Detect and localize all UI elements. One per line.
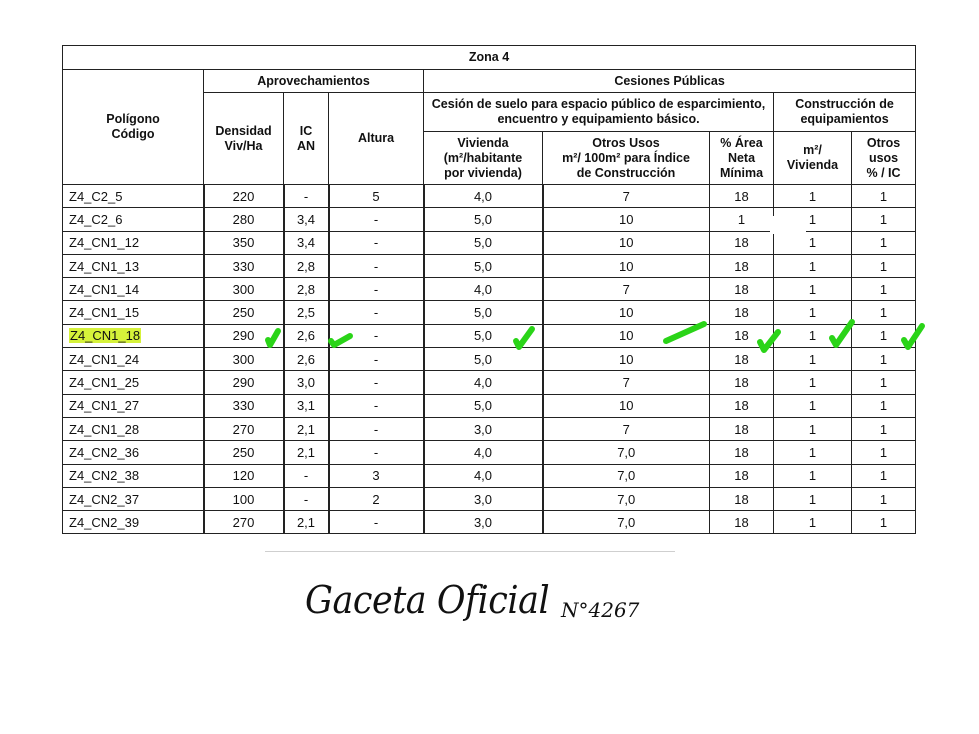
table-cell: 2,5 (284, 301, 329, 324)
table-row (63, 348, 916, 371)
table-cell: 1 (774, 464, 852, 487)
table-cell: 10 (543, 231, 710, 254)
table-cell: 100 (204, 487, 284, 510)
table-cell: - (284, 185, 329, 208)
group-header-aprovechamientos: Aprovechamientos (204, 70, 424, 93)
table-cell: 7,0 (543, 487, 710, 510)
table-cell (63, 441, 204, 464)
table-cell: 1 (774, 231, 852, 254)
poligono-code: Z4_CN1_12 (69, 235, 140, 251)
table-cell: 120 (204, 464, 284, 487)
table-cell: 1 (774, 511, 852, 534)
table-cell: 3,4 (284, 208, 329, 231)
table-cell: 220 (204, 185, 284, 208)
table-cell: 5,0 (424, 348, 543, 371)
table-cell (63, 231, 204, 254)
table-cell: 1 (774, 324, 852, 347)
table-cell: 1 (774, 185, 852, 208)
poligono-code: Z4_CN1_13 (69, 258, 140, 274)
table-cell: 18 (710, 464, 774, 487)
checkmark-icon (660, 318, 710, 348)
table-cell: 1 (852, 208, 916, 231)
col-header-vivienda: Vivienda (m²/habitante por vivienda) (424, 132, 543, 185)
table-cell: 3 (329, 464, 424, 487)
table-cell: 10 (543, 348, 710, 371)
table-cell: 1 (774, 254, 852, 277)
table-cell (63, 254, 204, 277)
table-cell: 1 (774, 417, 852, 440)
table-cell: - (329, 208, 424, 231)
table-cell: 1 (852, 348, 916, 371)
table-cell: 1 (710, 208, 774, 231)
table-row (63, 417, 916, 440)
table-cell: 7,0 (543, 464, 710, 487)
table-cell: 300 (204, 348, 284, 371)
table-cell: 18 (710, 185, 774, 208)
table-cell: 330 (204, 254, 284, 277)
table-cell: - (329, 511, 424, 534)
table-cell: 4,0 (424, 185, 543, 208)
table-cell (63, 417, 204, 440)
poligono-code: Z4_CN1_27 (69, 398, 140, 414)
poligono-code: Z4_CN2_39 (69, 514, 140, 530)
divider-line (265, 551, 675, 552)
table-cell: 2,6 (284, 324, 329, 347)
table-row (63, 185, 916, 208)
table-cell: 1 (774, 348, 852, 371)
table-cell: 7,0 (543, 511, 710, 534)
checkmark-icon (826, 316, 858, 352)
table-cell: 1 (774, 371, 852, 394)
table-cell: 18 (710, 231, 774, 254)
table-cell: 1 (774, 394, 852, 417)
table-cell (63, 371, 204, 394)
table-cell: 7 (543, 185, 710, 208)
table-cell: 18 (710, 348, 774, 371)
gaceta-oficial-logo (305, 578, 640, 638)
table-cell: 18 (710, 417, 774, 440)
table-cell: - (329, 254, 424, 277)
gaceta-number: N°4267 (561, 598, 640, 622)
table-cell: - (329, 417, 424, 440)
table-cell: 18 (710, 278, 774, 301)
table-row (63, 278, 916, 301)
table-cell: 5,0 (424, 254, 543, 277)
table-cell: 7 (543, 417, 710, 440)
table-cell: 1 (852, 464, 916, 487)
table-cell: 4,0 (424, 441, 543, 464)
table-cell: 2 (329, 487, 424, 510)
table-cell: 4,0 (424, 278, 543, 301)
poligono-code: Z4_CN1_25 (69, 375, 140, 391)
table-cell: 7 (543, 371, 710, 394)
table-cell: 4,0 (424, 464, 543, 487)
gaceta-title: Gaceta Oficial (305, 578, 550, 622)
table-cell: 1 (852, 511, 916, 534)
poligono-code: Z4_CN1_18 (70, 328, 141, 344)
table-cell: 1 (852, 441, 916, 464)
table-cell: 3,0 (424, 487, 543, 510)
table-row (63, 441, 916, 464)
table-cell: 2,1 (284, 511, 329, 534)
table-cell: 5,0 (424, 208, 543, 231)
zone-table (62, 45, 916, 534)
table-row (63, 487, 916, 510)
table-cell: 5,0 (424, 301, 543, 324)
table-cell: 18 (710, 394, 774, 417)
col-header-poligono-text: Polígono Código (106, 112, 160, 141)
table-cell: 350 (204, 231, 284, 254)
table-row (63, 301, 916, 324)
sub-header-cesion-suelo: Cesión de suelo para espacio público de esparcimiento, encuentro y equipamiento básico. (424, 93, 774, 132)
poligono-code: Z4_CN1_14 (69, 281, 140, 297)
table-cell: - (329, 441, 424, 464)
table-cell: 10 (543, 254, 710, 277)
table-cell: 1 (774, 441, 852, 464)
table-cell: 1 (852, 301, 916, 324)
table-cell: 1 (852, 254, 916, 277)
table-cell: 1 (852, 324, 916, 347)
table-cell: 250 (204, 301, 284, 324)
table-cell: 1 (852, 278, 916, 301)
table-cell: 7 (543, 278, 710, 301)
checkmark-icon (898, 320, 928, 354)
table-cell: 2,8 (284, 278, 329, 301)
table-body (63, 185, 916, 534)
table-cell: 18 (710, 371, 774, 394)
col-header-otros-usos: Otros Usos m²/ 100m² para Índice de Construcción (543, 132, 710, 185)
table-cell: 330 (204, 394, 284, 417)
table-cell: 2,1 (284, 441, 329, 464)
table-cell (63, 487, 204, 510)
table-row (63, 511, 916, 534)
table-cell: - (329, 394, 424, 417)
table-cell: 1 (852, 417, 916, 440)
table-cell: 300 (204, 278, 284, 301)
table-cell: 1 (774, 208, 852, 231)
table-cell: 1 (774, 487, 852, 510)
poligono-code: Z4_CN2_36 (69, 444, 140, 460)
table-cell: 270 (204, 511, 284, 534)
checkmark-icon (754, 326, 784, 356)
col-header-otros-usos-ic: Otros usos % / IC (852, 132, 916, 185)
table-cell: 290 (204, 324, 284, 347)
table-cell: 290 (204, 371, 284, 394)
table-cell: 5,0 (424, 231, 543, 254)
table-cell: 1 (852, 231, 916, 254)
table-cell: 18 (710, 254, 774, 277)
table-cell: 4,0 (424, 371, 543, 394)
table-cell: 3,0 (284, 371, 329, 394)
table-row (63, 231, 916, 254)
table-cell: 18 (710, 324, 774, 347)
poligono-code: Z4_C2_6 (69, 211, 123, 227)
table-row (63, 394, 916, 417)
table-cell: 2,8 (284, 254, 329, 277)
table-cell: 18 (710, 511, 774, 534)
table-cell: - (329, 371, 424, 394)
checkmark-icon (510, 323, 538, 353)
table-row (63, 371, 916, 394)
table-cell: 10 (543, 324, 710, 347)
table-cell: - (329, 301, 424, 324)
table-cell (63, 208, 204, 231)
table-cell: 1 (852, 394, 916, 417)
table-cell (63, 301, 204, 324)
poligono-code: Z4_CN2_37 (69, 491, 140, 507)
col-header-area-neta: % Área Neta Mínima (710, 132, 774, 185)
poligono-code: Z4_CN1_15 (69, 305, 140, 321)
table-cell: 1 (774, 278, 852, 301)
table-cell: 5 (329, 185, 424, 208)
table-cell (63, 348, 204, 371)
col-header-poligono (63, 70, 204, 185)
table-cell: 1 (774, 301, 852, 324)
table-cell: 2,1 (284, 417, 329, 440)
col-header-densidad: Densidad Viv/Ha (204, 93, 284, 185)
table-cell (63, 185, 204, 208)
table-cell: - (284, 464, 329, 487)
table-row (63, 464, 916, 487)
table-cell: 5,0 (424, 394, 543, 417)
table-cell (63, 324, 204, 347)
table-cell: 5,0 (424, 324, 543, 347)
table-cell: - (284, 487, 329, 510)
table-cell (63, 464, 204, 487)
checkmark-icon (262, 326, 284, 350)
table-cell: 10 (543, 394, 710, 417)
table-cell: - (329, 278, 424, 301)
table-cell (63, 278, 204, 301)
table-cell: 3,0 (424, 417, 543, 440)
table-cell: 250 (204, 441, 284, 464)
table-cell: 18 (710, 487, 774, 510)
table-cell: 280 (204, 208, 284, 231)
table-cell: 3,4 (284, 231, 329, 254)
table-row (63, 254, 916, 277)
col-header-altura: Altura (329, 93, 424, 185)
table-cell: 1 (852, 371, 916, 394)
col-header-m2-vivienda: m²/ Vivienda (774, 132, 852, 185)
poligono-code: Z4_CN1_24 (69, 351, 140, 367)
table-cell: 7,0 (543, 441, 710, 464)
table-cell (63, 511, 204, 534)
table-cell: 270 (204, 417, 284, 440)
table-cell: 10 (543, 208, 710, 231)
group-header-cesiones: Cesiones Públicas (424, 70, 916, 93)
whiteout-patch (770, 216, 806, 234)
table-cell: - (329, 348, 424, 371)
poligono-code: Z4_CN2_38 (69, 468, 140, 484)
poligono-code: Z4_C2_5 (69, 188, 123, 204)
table-cell: 1 (852, 185, 916, 208)
table-cell: 3,0 (424, 511, 543, 534)
table-cell: 18 (710, 441, 774, 464)
table-cell: - (329, 231, 424, 254)
zona-title: Zona 4 (63, 46, 916, 70)
table-cell: 3,1 (284, 394, 329, 417)
table-cell: 18 (710, 301, 774, 324)
checkmark-icon (326, 330, 356, 350)
table-row (63, 324, 916, 347)
col-header-ic: IC AN (284, 93, 329, 185)
sub-header-construccion: Construcción de equipamientos (774, 93, 916, 132)
table-cell: - (329, 324, 424, 347)
table-cell: 1 (852, 487, 916, 510)
table-cell: 2,6 (284, 348, 329, 371)
table-cell (63, 394, 204, 417)
poligono-code: Z4_CN1_28 (69, 421, 140, 437)
table-cell: 10 (543, 301, 710, 324)
